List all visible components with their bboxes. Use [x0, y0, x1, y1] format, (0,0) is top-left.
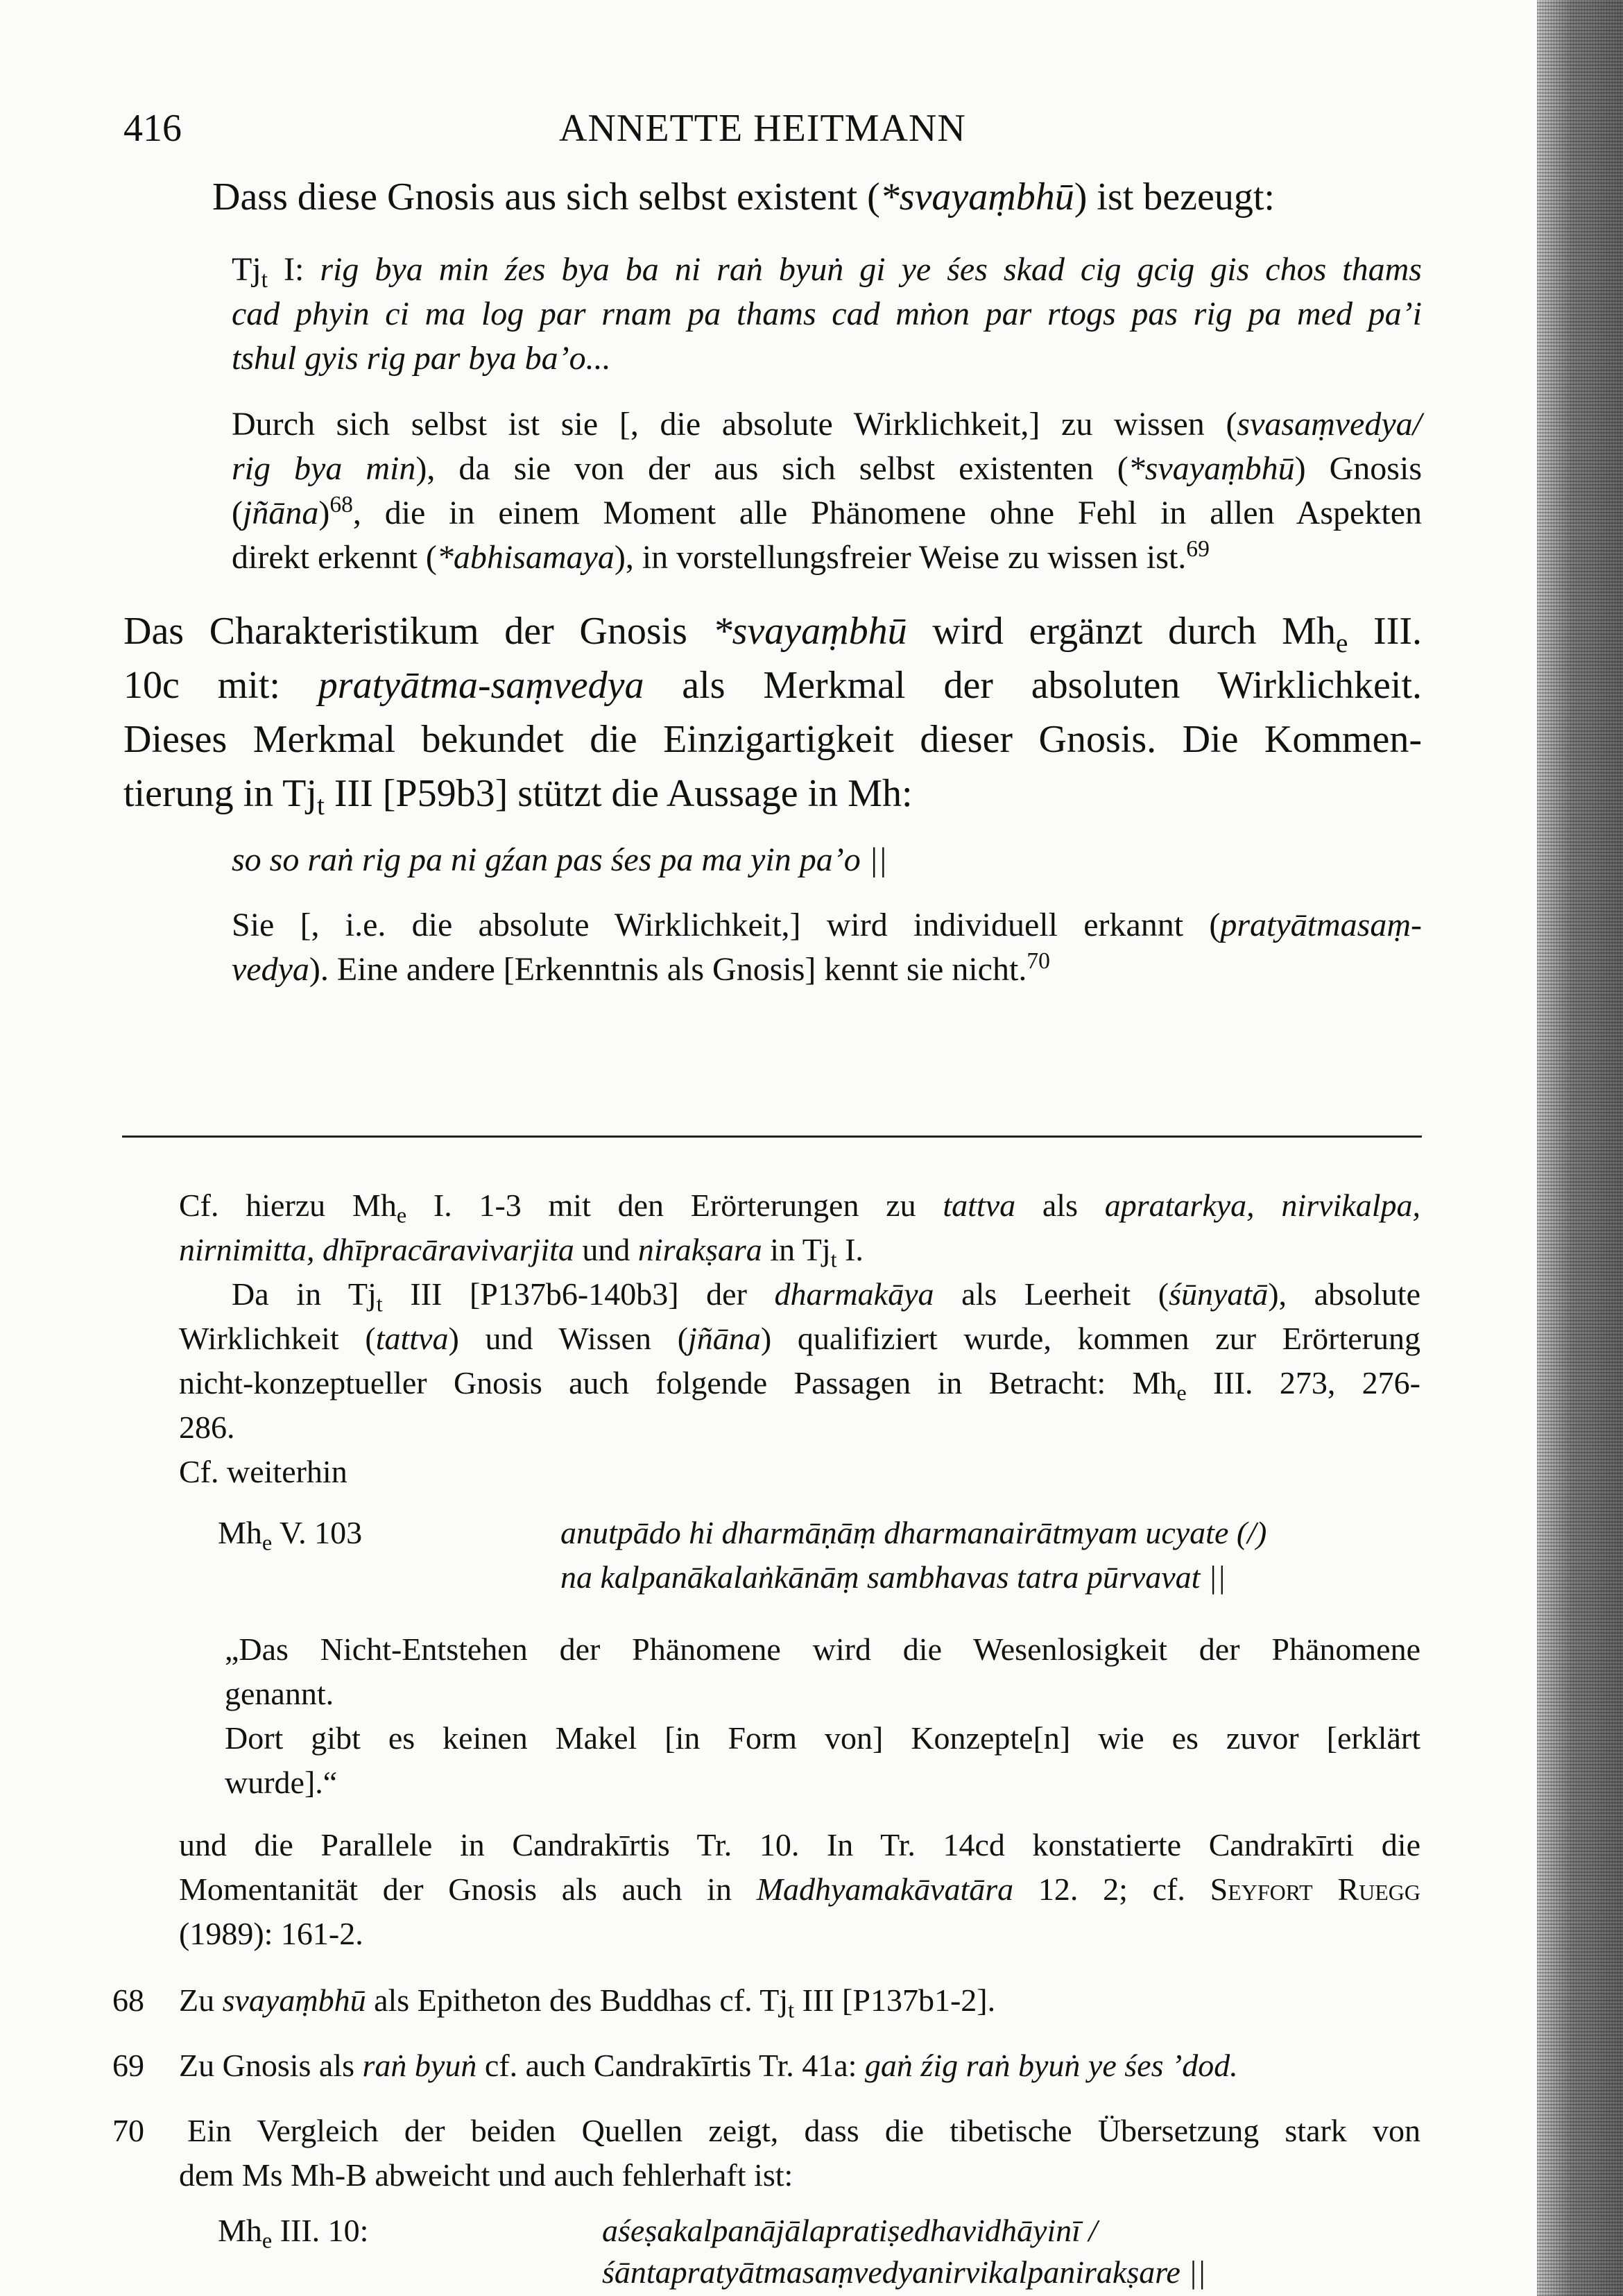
translation-1-line-4: direkt erkennt (*abhisamaya), in vorstellungsfreier Weise zu wissen ist.$^{69}$ — [232, 536, 1210, 576]
footnote-end-line-1: und die Parallele in Candrakīrtis Tr. 10. In Tr. 14cd konstatierte Candrakīrti die — [179, 1827, 1420, 1862]
footnote-cont-p2-line-2: Wirklichkeit (tattva) und Wissen (jñāna) qualifiziert wurde, kommen zur Erörterung — [179, 1321, 1420, 1356]
body-para-line-2: 10c mit: pratyātma-saṃvedya als Merkmal der absoluten Wirklichkeit. — [123, 664, 1423, 707]
translation-1-line-2: rig bya min), da sie von der aus sich selbst existenten (*svayaṃbhū) Gnosis — [232, 450, 1423, 487]
footnote-rule — [122, 1136, 1422, 1138]
footnote-end-line-3: (1989): 161-2. — [179, 1916, 363, 1951]
footnote-cont-p2-line-3: nicht-konzeptueller Gnosis auch folgende Passagen in Betracht: $Mh_e$ III. 273, 276- — [179, 1365, 1420, 1405]
footnote-verse-translation-line-2: genannt. — [225, 1676, 334, 1711]
footnote-70-ref: $Mh_e$ III. 10: — [218, 2213, 369, 2253]
translation-2-line-1: Sie [, i.e. die absolute Wirklichkeit,] wird individuell erkannt (pratyātmasaṃ- — [232, 907, 1422, 943]
footnote-69-text: Zu Gnosis als raṅ byuṅ cf. auch Candrakīrtis Tr. 41a: gaṅ źig raṅ byuṅ ye śes ’dod. — [179, 2048, 1238, 2083]
tibetan-quote-1-line-3: tshul gyis rig par bya ba’o... — [232, 340, 611, 377]
running-head: ANNETTE HEITMANN — [559, 107, 966, 150]
tibetan-quote-1-line-1: $Tj_t$ I: rig bya min źes bya ba ni raṅ byuṅ gi ye śes skad cig gcig gis chos thams — [232, 251, 1422, 293]
tibetan-quote-1-line-2: cad phyin ci ma log par rnam pa thams cad mṅon par rtogs pas rig pa med pa’i — [232, 295, 1422, 332]
translation-1-line-1: Durch sich selbst ist sie [, die absolute Wirklichkeit,] zu wissen (svasaṃvedya/ — [232, 406, 1422, 443]
footnote-69-number: 69 — [112, 2048, 144, 2083]
tibetan-quote-2: so so raṅ rig pa ni gźan pas śes pa ma yin pa’o || — [232, 841, 888, 878]
footnote-verse-line-1: anutpādo hi dharmāṇāṃ dharmanairātmyam ucyate (/) — [560, 1515, 1267, 1550]
translation-2-line-2: vedya). Eine andere [Erkenntnis als Gnosis] kennt sie nicht.$^{70}$ — [232, 948, 1050, 988]
footnote-cont-p2-line-4: 286. — [179, 1410, 235, 1445]
footnote-end-line-2: Momentanität der Gnosis als auch in Madhyamakāvatāra 12. 2; cf. Seyfort Ruegg — [179, 1871, 1421, 1907]
footnote-70-verse-line-1: aśeṣakalpanājālapratiṣedhavidhāyinī / — [602, 2213, 1098, 2248]
footnote-68-number: 68 — [112, 1982, 144, 2018]
body-para-line-1: Das Charakteristikum der Gnosis *svayaṃbhū wird ergänzt durch $Mh_e$ III. — [123, 610, 1422, 658]
footnote-70-line-2: dem Ms Mh-B abweicht und auch fehlerhaft ist: — [179, 2157, 793, 2193]
body-para-line-4: tierung in $Tj_t$ III [P59b3] stützt die Aussage in Mh: — [123, 772, 913, 821]
intro-line: Dass diese Gnosis aus sich selbst existent (*svayaṃbhū) ist bezeugt: — [212, 175, 1275, 219]
footnote-cont-line-1: Cf. hierzu $Mh_e$ I. 1-3 mit den Erörterungen zu tattva als apratarkya, nirvikalpa, — [179, 1188, 1420, 1228]
scanned-page-edge — [1537, 0, 1623, 2296]
page-number: 416 — [123, 107, 182, 150]
footnote-68-text: Zu svayaṃbhū als Epitheton des Buddhas cf. $Tj_t$ III [P137b1-2]. — [179, 1982, 996, 2023]
footnote-cont-line-2: nirnimitta, dhīpracāravivarjita und nirakṣara in $Tj_t$ I. — [179, 1232, 864, 1272]
body-para-line-3: Dieses Merkmal bekundet die Einzigartigkeit dieser Gnosis. Die Kommen- — [123, 718, 1422, 761]
footnote-verse-line-2: na kalpanākalaṅkānāṃ sambhavas tatra pūrvavat || — [560, 1559, 1226, 1595]
footnote-70-verse-line-2: śāntapratyātmasaṃvedyanirvikalpanirakṣare || — [602, 2254, 1206, 2290]
footnote-ref-mh-v103: $Mh_e$ V. 103 — [218, 1515, 363, 1555]
footnote-cont-p2-line-1: Da in $Tj_t$ III [P137b6-140b3] der dharmakāya als Leerheit (śūnyatā), absolute — [232, 1276, 1420, 1317]
footnote-verse-translation-line-4: wurde].“ — [225, 1765, 338, 1800]
footnote-cf-further: Cf. weiterhin — [179, 1454, 347, 1489]
footnote-70-line-1: Ein Vergleich der beiden Quellen zeigt, dass die tibetische Übersetzung stark von — [187, 2113, 1420, 2148]
footnote-70-number: 70 — [112, 2113, 144, 2148]
footnote-verse-translation-line-3: Dort gibt es keinen Makel [in Form von] Konzepte[n] wie es zuvor [erklärt — [225, 1720, 1420, 1756]
footnote-verse-translation-line-1: „Das Nicht-Entstehen der Phänomene wird die Wesenlosigkeit der Phänomene — [225, 1631, 1420, 1667]
translation-1-line-3: (jñāna)$^{68}$, die in einem Moment alle Phänomene ohne Fehl in allen Aspekten — [232, 492, 1422, 531]
